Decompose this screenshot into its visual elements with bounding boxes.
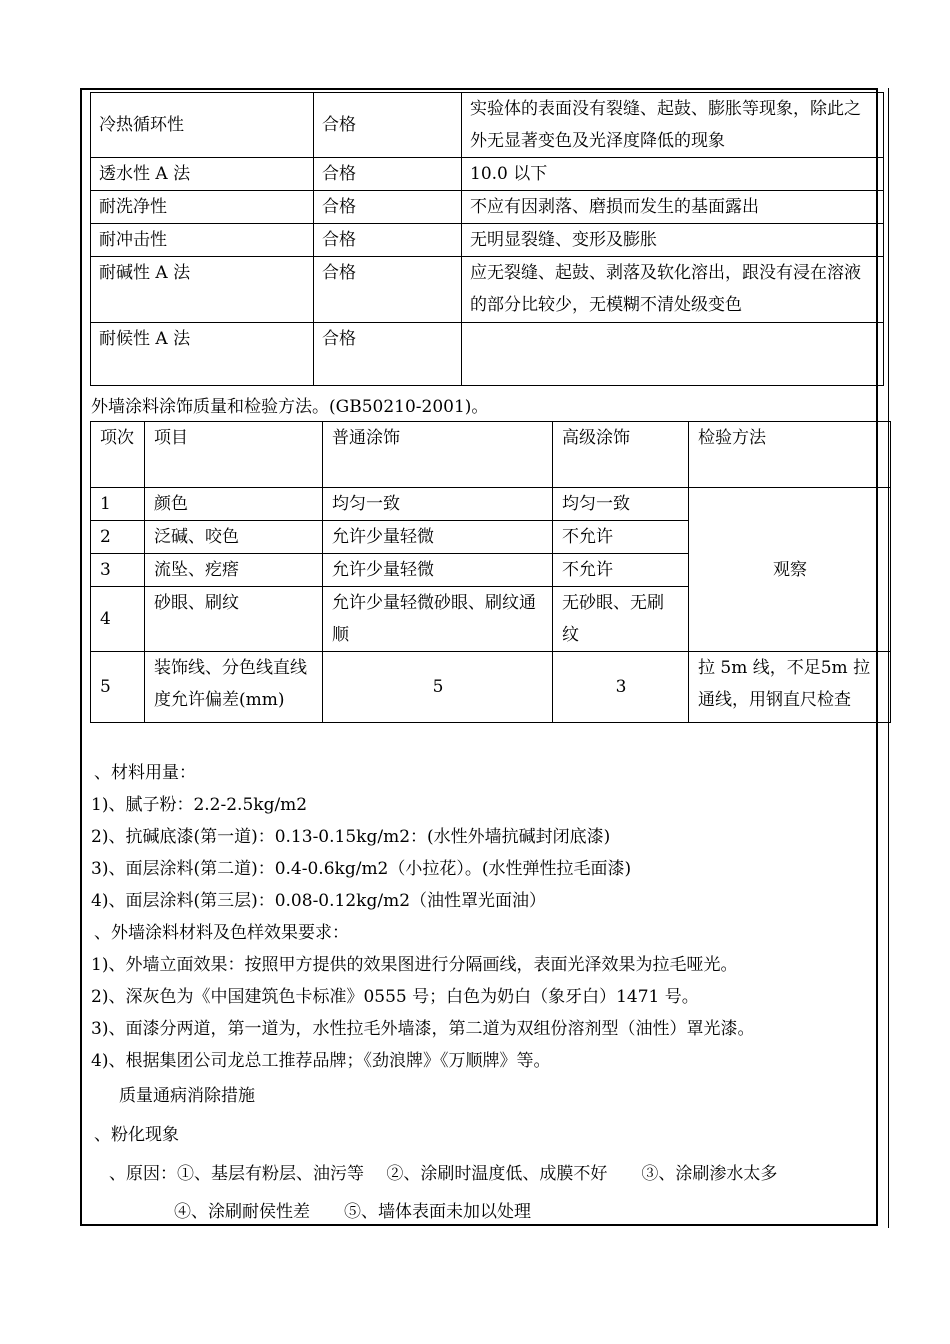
advanced-cell: 不允许 bbox=[553, 554, 689, 587]
item-cell: 装饰线、分色线直线度允许偏差(mm) bbox=[145, 652, 323, 723]
result-cell: 合格 bbox=[314, 224, 462, 257]
header-normal: 普通涂饰 bbox=[323, 422, 553, 488]
measures-title: 质量通病消除措施 bbox=[119, 1086, 255, 1106]
item-cell: 颜色 bbox=[145, 488, 323, 521]
table-row bbox=[91, 323, 884, 386]
no-cell: 3 bbox=[91, 554, 145, 587]
quality-caption: 外墙涂料涂饰质量和检验方法。(GB50210-2001)。 bbox=[91, 397, 489, 417]
item-cell: 耐冲击性 bbox=[91, 224, 314, 257]
table-row bbox=[91, 191, 884, 224]
desc-cell bbox=[462, 323, 884, 386]
desc-cell: 应无裂缝、起鼓、剥落及软化溶出，跟没有浸在溶液的部分比较少，无模糊不清处级变色 bbox=[462, 257, 884, 323]
result-cell: 合格 bbox=[314, 93, 462, 158]
desc-cell: 10.0 以下 bbox=[462, 158, 884, 191]
result-cell: 合格 bbox=[314, 323, 462, 386]
item-cell: 冷热循环性 bbox=[91, 93, 314, 158]
color-item: 3)、面漆分两道，第一道为，水性拉毛外墙漆，第二道为双组份溶剂型（油性）罩光漆。 bbox=[91, 1019, 755, 1039]
table-row bbox=[91, 652, 891, 723]
no-cell: 2 bbox=[91, 521, 145, 554]
color-item: 2)、深灰色为《中国建筑色卡标准》0555 号；白色为奶白（象牙白）1471 号。 bbox=[91, 987, 699, 1007]
advanced-cell: 3 bbox=[553, 652, 689, 723]
header-advanced: 高级涂饰 bbox=[553, 422, 689, 488]
results-table bbox=[90, 92, 884, 386]
no-cell: 1 bbox=[91, 488, 145, 521]
item-cell: 耐洗净性 bbox=[91, 191, 314, 224]
table-row bbox=[91, 257, 884, 323]
materials-item: 3)、面层涂料(第二道)：0.4-0.6kg/m2（小拉花）。(水性弹性拉毛面漆) bbox=[91, 859, 632, 879]
method-merged-cell: 观察 bbox=[689, 488, 891, 652]
header-item: 项目 bbox=[145, 422, 323, 488]
header-row bbox=[91, 422, 891, 488]
result-cell: 合格 bbox=[314, 191, 462, 224]
result-cell: 合格 bbox=[314, 158, 462, 191]
materials-item: 4)、面层涂料(第三层)：0.08-0.12kg/m2（油性罩光面油） bbox=[91, 891, 547, 911]
header-method: 检验方法 bbox=[689, 422, 891, 488]
table-row bbox=[91, 158, 884, 191]
table-row bbox=[91, 93, 884, 158]
advanced-cell: 均匀一致 bbox=[553, 488, 689, 521]
desc-cell: 无明显裂缝、变形及膨胀 bbox=[462, 224, 884, 257]
item-cell: 透水性 A 法 bbox=[91, 158, 314, 191]
normal-cell: 允许少量轻微 bbox=[323, 521, 553, 554]
no-cell: 4 bbox=[91, 587, 145, 652]
no-cell: 5 bbox=[91, 652, 145, 723]
color-item: 1)、外墙立面效果：按照甲方提供的效果图进行分隔画线，表面光泽效果为拉毛哑光。 bbox=[91, 955, 738, 975]
advanced-cell: 不允许 bbox=[553, 521, 689, 554]
table-row bbox=[91, 224, 884, 257]
causes-line-2: ④、涂刷耐侯性差 ⑤、墙体表面未加以处理 bbox=[174, 1202, 531, 1222]
normal-cell: 允许少量轻微 bbox=[323, 554, 553, 587]
desc-cell: 不应有因剥落、磨损而发生的基面露出 bbox=[462, 191, 884, 224]
header-no: 项次 bbox=[91, 422, 145, 488]
normal-cell: 5 bbox=[323, 652, 553, 723]
materials-item: 1)、腻子粉：2.2-2.5kg/m2 bbox=[91, 795, 308, 815]
causes-line-1: 、原因：①、基层有粉层、油污等 ②、涂刷时温度低、成膜不好 ③、涂刷渗水太多 bbox=[109, 1164, 778, 1184]
normal-cell: 允许少量轻微砂眼、刷纹通顺 bbox=[323, 587, 553, 652]
normal-cell: 均匀一致 bbox=[323, 488, 553, 521]
item-cell: 流坠、疙瘩 bbox=[145, 554, 323, 587]
color-heading: 、外墙涂料材料及色样效果要求： bbox=[94, 923, 349, 943]
item-cell: 砂眼、刷纹 bbox=[145, 587, 323, 652]
result-cell: 合格 bbox=[314, 257, 462, 323]
color-item: 4)、根据集团公司龙总工推荐品牌；《劲浪牌》《万顺牌》等。 bbox=[91, 1051, 551, 1071]
table-row bbox=[91, 488, 891, 521]
method-cell: 拉 5m 线，不足5m 拉通线，用钢直尺检查 bbox=[689, 652, 891, 723]
item-cell: 耐碱性 A 法 bbox=[91, 257, 314, 323]
materials-item: 2)、抗碱底漆(第一道)：0.13-0.15kg/m2：(水性外墙抗碱封闭底漆) bbox=[91, 827, 611, 847]
materials-heading: 、材料用量： bbox=[94, 763, 196, 783]
quality-table bbox=[90, 421, 891, 723]
desc-cell: 实验体的表面没有裂缝、起鼓、膨胀等现象，除此之外无显著变色及光泽度降低的现象 bbox=[462, 93, 884, 158]
item-cell: 泛碱、咬色 bbox=[145, 521, 323, 554]
item-cell: 耐候性 A 法 bbox=[91, 323, 314, 386]
advanced-cell: 无砂眼、无刷纹 bbox=[553, 587, 689, 652]
measures-sub: 、粉化现象 bbox=[94, 1125, 179, 1145]
